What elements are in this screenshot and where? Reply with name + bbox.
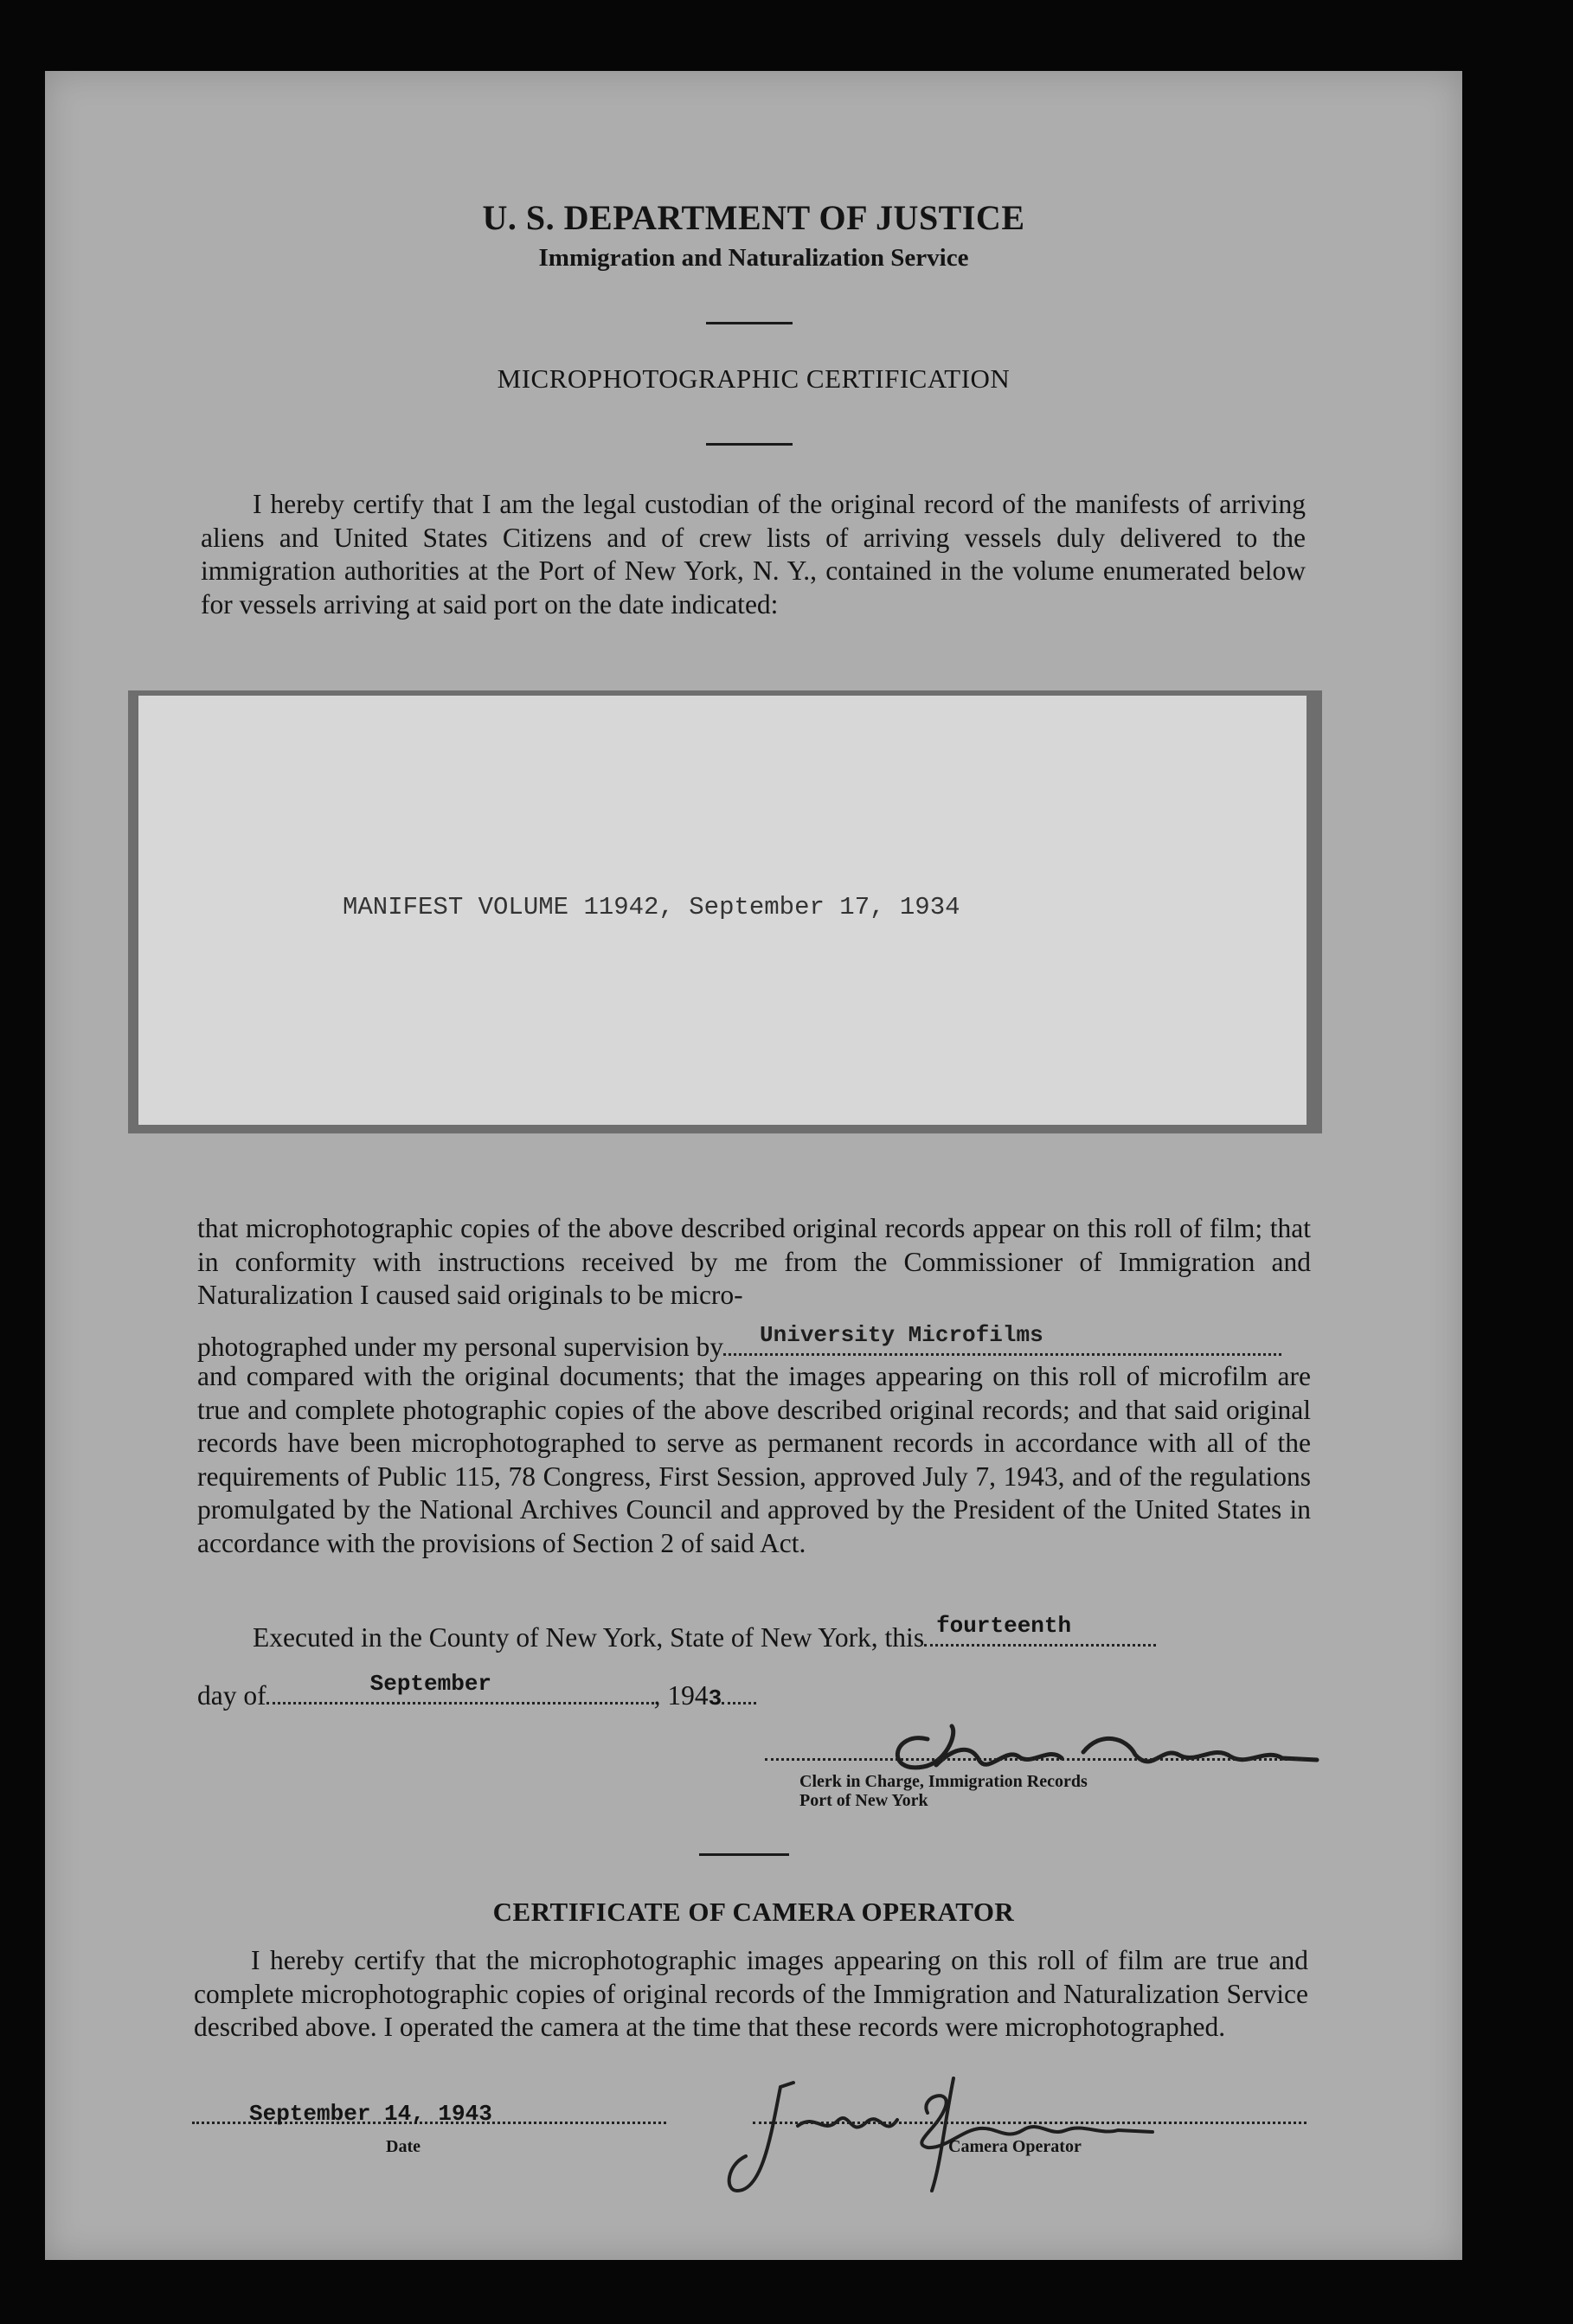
- day-field: [924, 1612, 1156, 1647]
- supervisor-value: University Microfilms: [760, 1321, 1043, 1348]
- divider: [706, 322, 793, 324]
- divider: [699, 1853, 789, 1856]
- service-subheading: Immigration and Naturalization Service: [538, 244, 969, 272]
- year-text: , 194: [653, 1680, 709, 1711]
- camera-heading: CERTIFICATE OF CAMERA OPERATOR: [492, 1897, 1015, 1927]
- operator-line: [753, 2122, 1307, 2124]
- clerk-signature-line: [765, 1758, 1303, 1761]
- supervision-text: photographed under my personal supervision by: [197, 1332, 724, 1362]
- body-paragraph-part2: and compared with the original documents; that the images appearing on this roll of microfilm are true and complete photographic copies of the above described original records; and that said original records have been microphotographed to serve as permanent records in accordance with all of the requirements of Public 115, 78 Congress, First Session, approved July 7, 1943, and of the regulations promulgated by the National Archives Council and approved by the President of the United States in accordance with the provisions of Section 2 of said Act.: [197, 1361, 1311, 1558]
- date-value: September 14, 1943: [249, 2101, 492, 2127]
- executed-line: [253, 1612, 1317, 1655]
- year-digit: 3: [708, 1685, 722, 1711]
- month-value: September: [369, 1670, 492, 1697]
- month-field: [266, 1670, 654, 1704]
- executed-text: Executed in the County of New York, State of New York, this: [253, 1622, 925, 1653]
- day-of-line: [197, 1670, 889, 1716]
- clerk-location: Port of New York: [799, 1791, 928, 1810]
- volume-label: MANIFEST VOLUME 11942, September 17, 1934: [343, 893, 960, 921]
- certificate-page: [45, 71, 1462, 2260]
- supervision-line: [197, 1321, 1311, 1364]
- body-paragraph-part1: that microphotographic copies of the above described original records appear on this roll of film; that in conformity with instructions received by me from the Commissioner of Immigration and Naturalization I caused said originals to be micro-: [197, 1213, 1311, 1310]
- department-heading: U. S. DEPARTMENT OF JUSTICE: [482, 198, 1025, 237]
- supervisor-field: [723, 1321, 1281, 1356]
- divider: [706, 443, 793, 446]
- camera-paragraph: I hereby certify that the microphotographic images appearing on this roll of film are true and complete microphotographic copies of original records of the Immigration and Naturalization Service described above. I operated the camera at the time that these records were microphotographed.: [194, 1945, 1308, 2042]
- day-value: fourteenth: [936, 1612, 1072, 1639]
- intro-paragraph: I hereby certify that I am the legal custodian of the original record of the manifests of arriving aliens and United States Citizens and of crew lists of arriving vessels duly delivered to the immigration authorities at the Port of New York, N. Y., contained in the volume enumerated below for vessels arriving at said port on the date indicated:: [201, 489, 1306, 620]
- year-dots: [722, 1702, 756, 1704]
- operator-signature: [720, 2061, 1170, 2208]
- clerk-title: Clerk in Charge, Immigration Records: [799, 1772, 1088, 1791]
- date-label: Date: [386, 2137, 421, 2156]
- day-of-text: day of: [197, 1680, 266, 1711]
- operator-label: Camera Operator: [948, 2137, 1082, 2156]
- certification-title: MICROPHOTOGRAPHIC CERTIFICATION: [497, 363, 1011, 394]
- volume-slip: [138, 696, 1307, 1125]
